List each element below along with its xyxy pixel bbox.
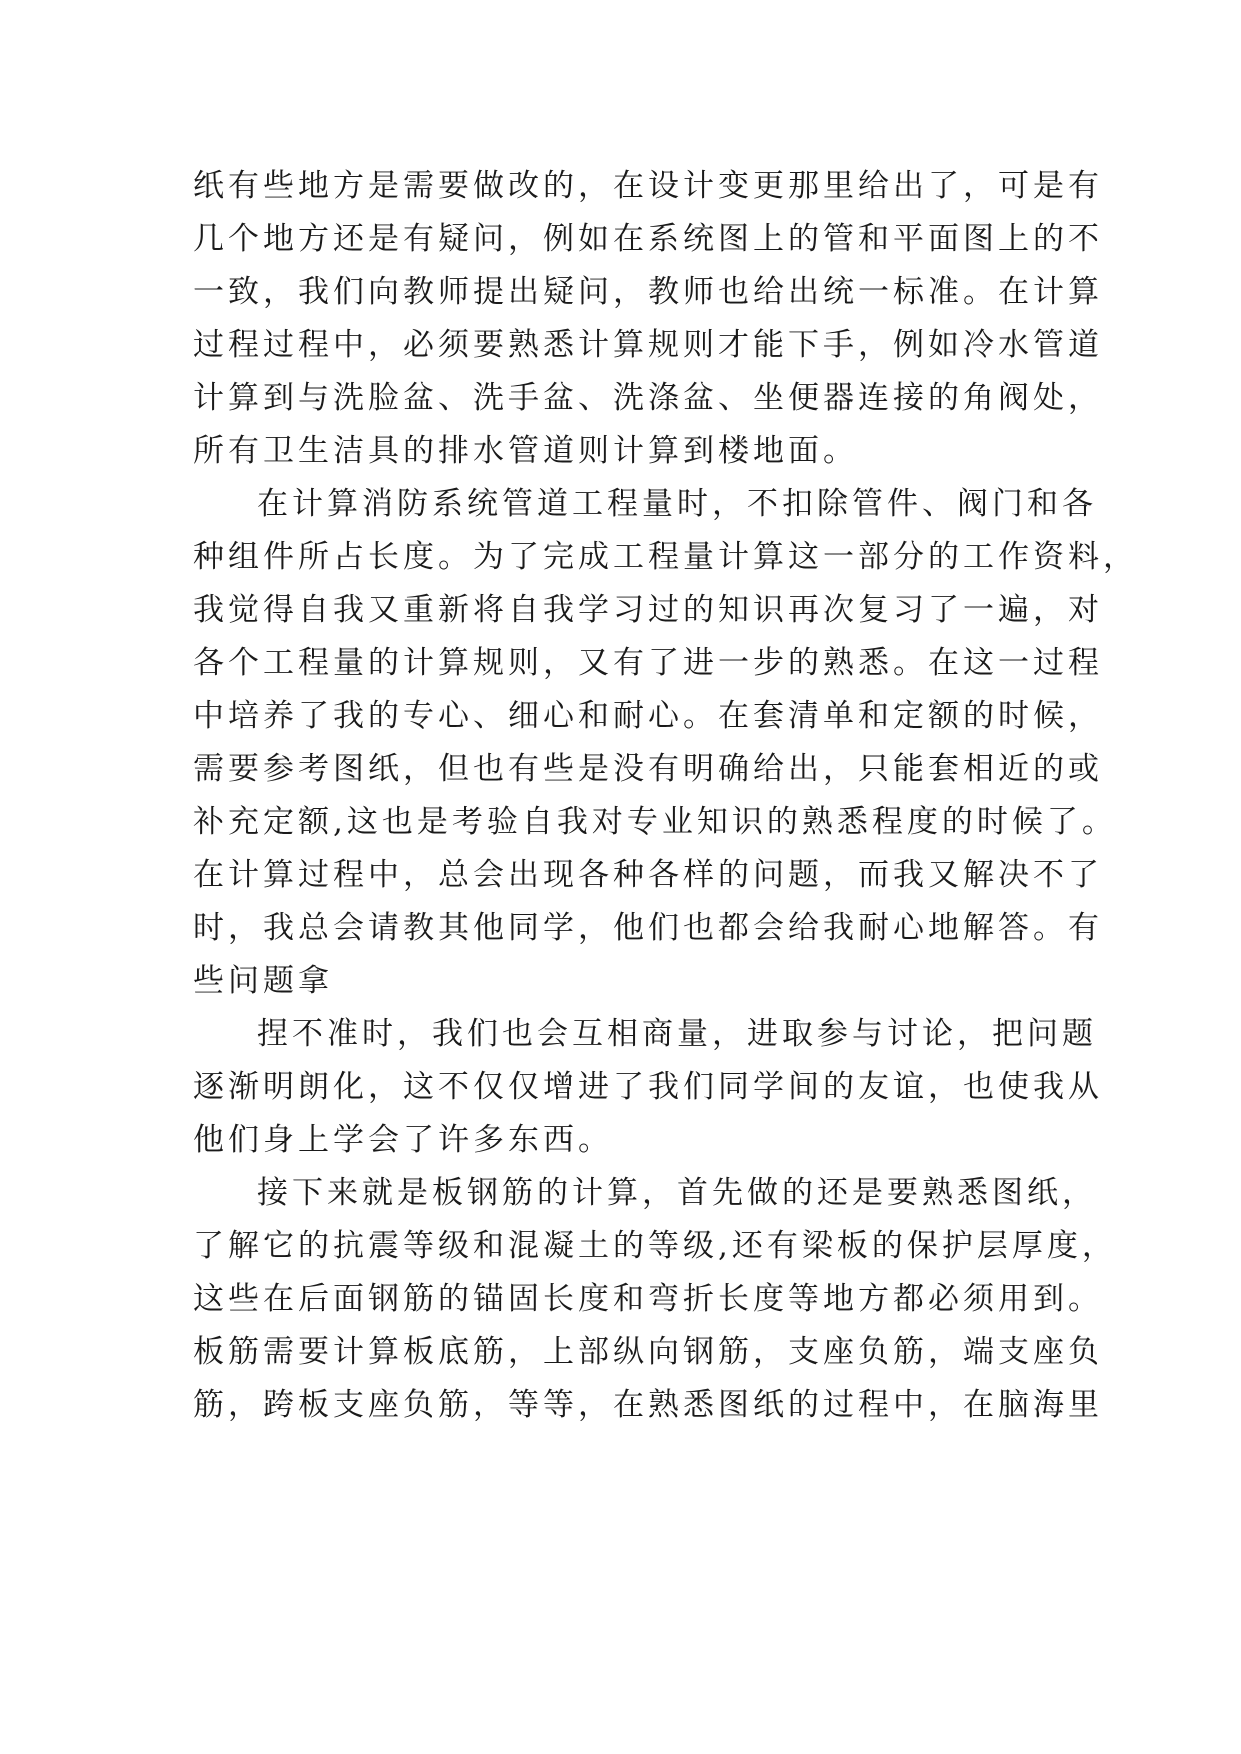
text-line: 板筋需要计算板底筋，上部纵向钢筋，支座负筋，端支座负 xyxy=(193,1334,1103,1370)
text-line: 捏不准时，我们也会互相商量，进取参与讨论，把问题 xyxy=(257,1016,1097,1052)
text-line: 几个地方还是有疑问，例如在系统图上的管和平面图上的不 xyxy=(193,221,1103,257)
text-line: 过程过程中，必须要熟悉计算规则才能下手，例如冷水管道 xyxy=(193,327,1103,363)
text-line: 些问题拿 xyxy=(193,963,333,999)
text-line: 筋，跨板支座负筋，等等，在熟悉图纸的过程中，在脑海里 xyxy=(193,1387,1103,1423)
text-line: 中培养了我的专心、细心和耐心。在套清单和定额的时候， xyxy=(193,698,1103,734)
text-line: 时，我总会请教其他同学，他们也都会给我耐心地解答。有 xyxy=(193,910,1103,946)
text-line: 逐渐明朗化，这不仅仅增进了我们同学间的友谊，也使我从 xyxy=(193,1069,1103,1105)
text-line: 种组件所占长度。为了完成工程量计算这一部分的工作资料， xyxy=(193,539,1138,575)
text-line: 各个工程量的计算规则，又有了进一步的熟悉。在这一过程 xyxy=(193,645,1103,681)
text-line: 计算到与洗脸盆、洗手盆、洗涤盆、坐便器连接的角阀处， xyxy=(193,380,1103,416)
text-line: 接下来就是板钢筋的计算，首先做的还是要熟悉图纸， xyxy=(257,1175,1097,1211)
text-line: 所有卫生洁具的排水管道则计算到楼地面。 xyxy=(193,433,858,469)
text-line: 这些在后面钢筋的锚固长度和弯折长度等地方都必须用到。 xyxy=(193,1281,1103,1317)
text-line: 纸有些地方是需要做改的，在设计变更那里给出了，可是有 xyxy=(193,168,1103,204)
text-line: 他们身上学会了许多东西。 xyxy=(193,1122,613,1158)
text-line: 我觉得自我又重新将自我学习过的知识再次复习了一遍，对 xyxy=(193,592,1103,628)
text-line: 补充定额,这也是考验自我对专业知识的熟悉程度的时候了。 xyxy=(193,804,1117,840)
text-line: 了解它的抗震等级和混凝土的等级,还有梁板的保护层厚度， xyxy=(193,1228,1117,1264)
text-line: 在计算消防系统管道工程量时，不扣除管件、阀门和各 xyxy=(257,486,1097,522)
text-line: 一致，我们向教师提出疑问，教师也给出统一标准。在计算 xyxy=(193,274,1103,310)
text-line: 在计算过程中，总会出现各种各样的问题，而我又解决不了 xyxy=(193,857,1103,893)
text-line: 需要参考图纸，但也有些是没有明确给出，只能套相近的或 xyxy=(193,751,1103,787)
document-body xyxy=(193,160,1138,1432)
